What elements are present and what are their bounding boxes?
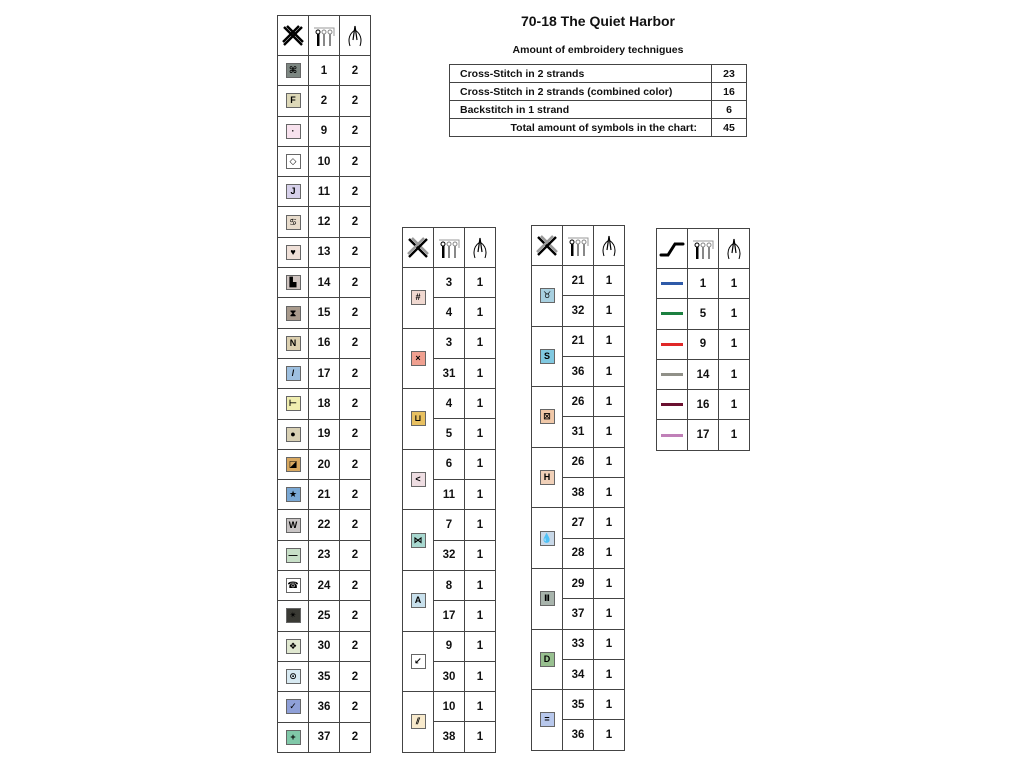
table-row [278,631,371,661]
stitch-symbol: # [411,290,426,305]
thread-number: 3 [434,268,465,298]
stitch-symbol: A [411,593,426,608]
strand-count: 2 [340,207,371,237]
cross-stitch-key-table [277,15,371,753]
summary-row [450,83,747,101]
stitch-symbol: J [286,184,301,199]
summary-value: 45 [712,119,747,137]
symbol-cell [278,510,309,540]
table-row [532,568,625,598]
thread-number: 26 [563,447,594,477]
table-row [278,661,371,691]
strand-count: 2 [340,389,371,419]
backstitch-line [661,343,683,346]
strand-count: 1 [719,299,750,329]
summary-value: 6 [712,101,747,119]
thread-number: 21 [309,480,340,510]
symbol-cell [532,447,563,508]
symbol-cell [403,389,434,450]
thread-number: 21 [563,266,594,296]
strand-count: 2 [340,298,371,328]
table-row [278,722,371,752]
strand-count: 2 [340,86,371,116]
strand-count: 1 [594,538,625,568]
thread-number: 35 [563,690,594,720]
thread-number: 27 [563,508,594,538]
table-row [403,268,496,298]
table-row [278,692,371,722]
symbol-cell [532,387,563,448]
strand-count: 1 [594,659,625,689]
thread-number: 28 [563,538,594,568]
table-row [278,571,371,601]
backstitch-line [661,403,683,406]
strand-count: 1 [594,720,625,750]
strand-count: 2 [340,177,371,207]
table-row [532,447,625,477]
line-cell [657,299,688,329]
symbol-cell [278,56,309,86]
strand-count: 2 [340,419,371,449]
thread-number: 5 [688,299,719,329]
summary-row [450,119,747,137]
summary-label: Cross-Stitch in 2 strands (combined color) [450,83,712,101]
stitch-symbol: × [411,351,426,366]
strand-count: 1 [594,508,625,538]
backstitch-key-table [656,228,750,451]
thread-number: 4 [434,389,465,419]
strand-count: 1 [594,266,625,296]
thread-number: 4 [434,298,465,328]
strand-count: 2 [340,480,371,510]
thread-number: 14 [688,359,719,389]
symbol-cell [278,419,309,449]
thread-number: 33 [563,629,594,659]
strands-needle-icon [719,229,750,269]
strand-count: 1 [465,298,496,328]
thread-number: 2 [309,86,340,116]
strand-count: 2 [340,631,371,661]
stitch-symbol: W [286,518,301,533]
thread-number-icon [563,226,594,266]
strand-count: 1 [465,510,496,540]
thread-number: 10 [434,692,465,722]
thread-number: 11 [309,177,340,207]
backstitch-line [661,434,683,437]
strand-count: 2 [340,692,371,722]
combined-key-table-a [402,227,496,753]
strand-count: 1 [719,329,750,359]
table-row [403,449,496,479]
thread-number: 37 [309,722,340,752]
symbol-cell [278,449,309,479]
stitch-symbol: ▙ [286,275,301,290]
thread-number-icon [309,16,340,56]
symbol-cell [278,207,309,237]
stitch-symbol: 💧 [540,531,555,546]
table-row [403,631,496,661]
table-row [657,420,750,450]
strand-count: 1 [719,269,750,299]
table-row [278,86,371,116]
symbol-cell [278,631,309,661]
thread-number: 31 [563,417,594,447]
strand-count: 1 [465,419,496,449]
thread-number: 37 [563,599,594,629]
symbol-cell [278,480,309,510]
thread-number: 6 [434,449,465,479]
strand-count: 2 [340,449,371,479]
strand-count: 2 [340,328,371,358]
symbol-cell [278,389,309,419]
line-cell [657,390,688,420]
symbol-cell [532,568,563,629]
symbol-cell [532,629,563,690]
strand-count: 1 [594,478,625,508]
strands-needle-icon [465,228,496,268]
thread-number: 19 [309,419,340,449]
strand-count: 1 [465,692,496,722]
thread-number: 26 [563,387,594,417]
stitch-symbol: < [411,472,426,487]
table-row [278,389,371,419]
symbol-cell [532,326,563,387]
stitch-symbol: / [286,366,301,381]
table-row [278,116,371,146]
strand-count: 1 [594,387,625,417]
table-row [403,570,496,600]
symbol-cell [278,328,309,358]
thread-number: 32 [434,540,465,570]
strand-count: 1 [594,568,625,598]
thread-number: 36 [563,356,594,386]
thread-number: 7 [434,510,465,540]
thread-number: 17 [434,601,465,631]
thread-number: 9 [309,116,340,146]
stitch-symbol: H [540,470,555,485]
thread-number: 30 [309,631,340,661]
symbol-cell [278,86,309,116]
thread-number: 21 [563,326,594,356]
stitch-symbol: ◇ [286,154,301,169]
stitch-symbol: ↙ [411,654,426,669]
backstitch-icon [657,229,688,269]
table-row [278,328,371,358]
strand-count: 1 [594,296,625,326]
thread-number: 3 [434,328,465,358]
thread-number: 16 [688,390,719,420]
strand-count: 1 [719,420,750,450]
summary-label: Cross-Stitch in 2 strands [450,65,712,83]
thread-number: 9 [688,329,719,359]
table-row [532,629,625,659]
summary-value: 16 [712,83,747,101]
table-row [278,358,371,388]
symbol-cell [403,692,434,753]
strand-count: 1 [465,449,496,479]
thread-number-icon [434,228,465,268]
thread-number: 10 [309,146,340,176]
symbol-cell [278,722,309,752]
thread-number: 29 [563,568,594,598]
thread-number-icon [688,229,719,269]
stitch-symbol: ⊙ [286,669,301,684]
strand-count: 1 [465,631,496,661]
strand-count: 2 [340,571,371,601]
table-row [278,480,371,510]
symbol-cell [403,570,434,631]
line-cell [657,269,688,299]
table-row [532,508,625,538]
thread-number: 36 [309,692,340,722]
thread-number: 30 [434,661,465,691]
table-row [657,269,750,299]
strand-count: 2 [340,146,371,176]
thread-number: 5 [434,419,465,449]
symbol-cell [278,298,309,328]
stitch-symbol: ⧗ [286,306,301,321]
table-row [403,510,496,540]
thread-number: 12 [309,207,340,237]
strand-count: 1 [465,722,496,752]
stitch-symbol: Ⅱ [540,591,555,606]
strand-count: 1 [594,690,625,720]
thread-number: 1 [309,56,340,86]
symbol-cell [278,268,309,298]
stitch-symbol: ☎ [286,578,301,593]
strand-count: 2 [340,661,371,691]
table-row [278,601,371,631]
thread-number: 18 [309,389,340,419]
symbol-cell [278,358,309,388]
table-row [532,266,625,296]
strand-count: 2 [340,722,371,752]
strand-count: 2 [340,601,371,631]
strand-count: 1 [465,358,496,388]
table-row [278,510,371,540]
symbol-cell [278,177,309,207]
thread-number: 11 [434,480,465,510]
stitch-symbol: ✴ [286,608,301,623]
thread-number: 17 [309,358,340,388]
thread-number: 34 [563,659,594,689]
stitch-symbol: ◪ [286,457,301,472]
symbol-cell [278,237,309,267]
table-row [278,207,371,237]
summary-row [450,101,747,119]
table-row [657,359,750,389]
header-row [278,16,371,56]
thread-number: 31 [434,358,465,388]
stitch-symbol: ⊠ [540,409,555,424]
table-row [278,540,371,570]
strand-count: 1 [465,570,496,600]
page-title: 70-18 The Quiet Harbor [520,13,676,29]
strand-count: 2 [340,540,371,570]
strand-count: 1 [465,268,496,298]
symbol-cell [532,508,563,569]
combined-cross-stitch-icon [532,226,563,266]
summary-label: Backstitch in 1 strand [450,101,712,119]
thread-number: 25 [309,601,340,631]
stitch-symbol: ♋ [286,215,301,230]
stitch-symbol: — [286,548,301,563]
strand-count: 1 [465,601,496,631]
strand-count: 1 [465,661,496,691]
thread-number: 36 [563,720,594,750]
strand-count: 1 [465,480,496,510]
symbol-cell [278,661,309,691]
symbol-cell [403,449,434,510]
stitch-symbol: ♥ [286,245,301,260]
symbol-cell [278,601,309,631]
table-row [403,389,496,419]
strand-count: 1 [719,359,750,389]
table-row [278,449,371,479]
thread-number: 23 [309,540,340,570]
table-row [278,298,371,328]
thread-number: 14 [309,268,340,298]
symbol-cell [403,328,434,389]
backstitch-line [661,312,683,315]
table-row [657,329,750,359]
stitch-symbol: ★ [286,487,301,502]
stitch-symbol: N [286,336,301,351]
backstitch-line [661,282,683,285]
strand-count: 1 [594,356,625,386]
strand-count: 1 [594,599,625,629]
line-cell [657,329,688,359]
stitch-symbol: F [286,93,301,108]
combined-cross-stitch-icon [403,228,434,268]
thread-number: 15 [309,298,340,328]
table-row [532,387,625,417]
strand-count: 1 [465,328,496,358]
symbol-cell [403,510,434,571]
strand-count: 2 [340,116,371,146]
backstitch-line [661,373,683,376]
thread-number: 38 [434,722,465,752]
header-row [403,228,496,268]
table-row [278,146,371,176]
line-cell [657,420,688,450]
strand-count: 1 [465,389,496,419]
table-row [278,56,371,86]
stitch-symbol: ⋈ [411,533,426,548]
stitch-symbol: D [540,652,555,667]
symbol-cell [278,571,309,601]
summary-value: 23 [712,65,747,83]
thread-number: 16 [309,328,340,358]
table-row [278,237,371,267]
summary-row [450,65,747,83]
symbol-cell [532,690,563,751]
stitch-symbol: + [286,730,301,745]
thread-number: 8 [434,570,465,600]
thread-number: 13 [309,237,340,267]
strand-count: 1 [594,447,625,477]
thread-number: 20 [309,449,340,479]
table-row [657,299,750,329]
symbol-cell [278,540,309,570]
strand-count: 1 [594,417,625,447]
strand-count: 1 [465,540,496,570]
stitch-symbol: ● [286,427,301,442]
symbol-cell [278,692,309,722]
stitch-symbol: ⊔ [411,411,426,426]
symbol-cell [403,268,434,329]
stitch-symbol: ⌘ [286,63,301,78]
thread-number: 1 [688,269,719,299]
table-row [278,268,371,298]
stitch-symbol: = [540,712,555,727]
table-row [403,328,496,358]
strand-count: 2 [340,56,371,86]
stitch-symbol: ✓ [286,699,301,714]
stitch-symbol: ❖ [286,639,301,654]
thread-number: 24 [309,571,340,601]
strands-needle-icon [340,16,371,56]
symbol-cell [532,266,563,327]
strand-count: 2 [340,358,371,388]
stitch-symbol: S [540,349,555,364]
stitch-symbol: ♉ [540,288,555,303]
strand-count: 2 [340,510,371,540]
strand-count: 1 [594,326,625,356]
summary-subtitle: Amount of embroidery technigues [512,44,684,56]
thread-number: 38 [563,478,594,508]
table-row [403,692,496,722]
table-row [278,419,371,449]
strand-count: 1 [594,629,625,659]
cross-stitch-icon [278,16,309,56]
symbol-cell [278,116,309,146]
thread-number: 35 [309,661,340,691]
thread-number: 17 [688,420,719,450]
header-row [532,226,625,266]
combined-key-table-b [531,225,625,751]
table-row [532,326,625,356]
symbol-cell [403,631,434,692]
table-row [657,390,750,420]
thread-number: 22 [309,510,340,540]
strand-count: 2 [340,268,371,298]
thread-number: 9 [434,631,465,661]
line-cell [657,359,688,389]
strands-needle-icon [594,226,625,266]
thread-number: 32 [563,296,594,326]
stitch-symbol: ⊢ [286,396,301,411]
stitch-symbol: · [286,124,301,139]
header-row [657,229,750,269]
summary-table [449,64,747,137]
symbol-cell [278,146,309,176]
table-row [532,690,625,720]
table-row [278,177,371,207]
summary-label: Total amount of symbols in the chart: [450,119,712,137]
stitch-symbol: ⫽ [411,714,426,729]
strand-count: 2 [340,237,371,267]
strand-count: 1 [719,390,750,420]
